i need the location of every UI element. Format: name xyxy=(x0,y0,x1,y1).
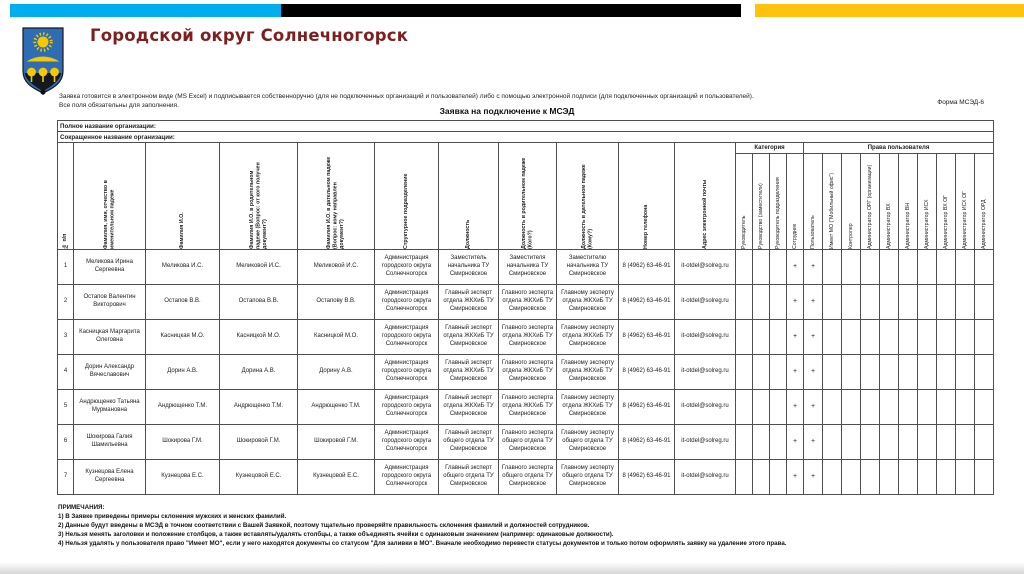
cell-phone: 8 (4962) 63-46-91 xyxy=(619,285,675,320)
note-item-2: 2) Данные будут введены в МСЭД в точном соответствии с Вашей Заявкой, поэтому тщательно проверяйте правильность склонения фамилий и должностей сотрудников. xyxy=(58,521,590,529)
flag-cell-empty xyxy=(753,320,770,355)
flag-cell-empty xyxy=(842,320,861,355)
flag-cell-empty xyxy=(823,320,842,355)
flag-cell-empty xyxy=(937,425,956,460)
flag-cell-empty xyxy=(753,285,770,320)
cell-phone: 8 (4962) 63-46-91 xyxy=(619,250,675,285)
notes-block xyxy=(58,504,958,549)
cell-department: Администрация городского округа Солнечногорск xyxy=(375,250,439,285)
cell-dative: Кузнецовой Е.С. xyxy=(298,460,375,495)
cell-post-dative: Главному эксперту отдела ЖКХиБ ТУ Смирновское xyxy=(557,390,619,425)
cell-post-genitive: Главного эксперта отдела ЖКХиБ ТУ Смирновское xyxy=(499,355,557,390)
cell-genitive: Касницкой М.О. xyxy=(220,320,298,355)
header-row-groups xyxy=(58,143,994,154)
flag-cell-empty xyxy=(975,355,994,390)
flag-cell-empty xyxy=(861,425,880,460)
flag-cell-empty xyxy=(861,285,880,320)
cell-num: 5 xyxy=(58,390,74,425)
cell-phone: 8 (4962) 63-46-91 xyxy=(619,460,675,495)
cell-fio: Андрющенко Татьяна Мурмановна xyxy=(74,390,146,425)
flag-cell-empty xyxy=(736,320,753,355)
flag-cell-empty xyxy=(842,355,861,390)
flag-cell-plus: + xyxy=(787,320,804,355)
flag-cell-plus: + xyxy=(804,285,823,320)
cell-genitive: Шокировой Г.М. xyxy=(220,425,298,460)
flag-cell-plus: + xyxy=(787,250,804,285)
cell-fio: Шокирова Галия Шамильевна xyxy=(74,425,146,460)
cell-post-genitive: Главного эксперта отдела ЖКХиБ ТУ Смирновское xyxy=(499,390,557,425)
flag-cell-empty xyxy=(823,355,842,390)
flag-cell-empty xyxy=(937,285,956,320)
cell-email: it-otdel@solreg.ru xyxy=(675,355,736,390)
flag-cell-empty xyxy=(956,285,975,320)
cell-email: it-otdel@solreg.ru xyxy=(675,285,736,320)
intro-line-2: Все поля обязательны для заполнения. xyxy=(59,102,179,110)
cell-phone: 8 (4962) 63-46-91 xyxy=(619,425,675,460)
flag-cell-empty xyxy=(842,425,861,460)
flag-cell-empty xyxy=(823,425,842,460)
flag-cell-plus: + xyxy=(804,320,823,355)
flag-cell-empty xyxy=(753,460,770,495)
group-header-category: Категория xyxy=(736,143,804,154)
flag-cell-empty xyxy=(861,320,880,355)
flag-cell-empty xyxy=(770,425,787,460)
subcolumn-header-4: Сотрудник xyxy=(787,154,804,250)
flag-cell-empty xyxy=(880,390,899,425)
cell-department: Администрация городского округа Солнечногорск xyxy=(375,390,439,425)
cell-fio: Кузнецова Елена Сергеевна xyxy=(74,460,146,495)
flag-cell-empty xyxy=(842,250,861,285)
cell-num: 2 xyxy=(58,285,74,320)
note-item-1: 1) В Заявке приведены примеры склонения мужских и женских фамилий. xyxy=(58,512,287,520)
cell-fio: Остапов Валентин Викторович xyxy=(74,285,146,320)
flag-cell-empty xyxy=(770,460,787,495)
table-row xyxy=(58,390,994,425)
flag-cell-empty xyxy=(975,390,994,425)
flag-cell-plus: + xyxy=(804,460,823,495)
cell-genitive: Андрющенко Т.М. xyxy=(220,390,298,425)
cell-email: it-otdel@solreg.ru xyxy=(675,425,736,460)
cell-post-dative: Заместителю начальника ТУ Смирновское xyxy=(557,250,619,285)
flag-cell-plus: + xyxy=(787,390,804,425)
subcolumn-header-3: Руководитель подразделения xyxy=(770,154,787,250)
column-header-7: Должность xyxy=(439,143,499,250)
flag-cell-empty xyxy=(842,390,861,425)
intro-line-1: Заявка готовится в электронном виде (MS Excel) и подписывается собственноручно (для не подключенных организаций и пользователей) либо с помощью электронной подписи (для подключенных организаций и пользователей). xyxy=(59,93,754,100)
cell-phone: 8 (4962) 63-46-91 xyxy=(619,320,675,355)
column-header-11: Адрес электронной почты xyxy=(675,143,736,250)
flag-cell-empty xyxy=(975,460,994,495)
cell-dative: Остапову В.В. xyxy=(298,285,375,320)
table-row xyxy=(58,320,994,355)
table-row xyxy=(58,355,994,390)
cell-post-genitive: Заместителя начальника ТУ Смирновское xyxy=(499,250,557,285)
flag-cell-empty xyxy=(880,320,899,355)
cell-department: Администрация городского округа Солнечногорск xyxy=(375,285,439,320)
flag-cell-empty xyxy=(937,355,956,390)
notes-title: ПРИМЕЧАНИЯ: xyxy=(58,504,105,511)
table-row xyxy=(58,460,994,495)
flag-cell-empty xyxy=(956,320,975,355)
cell-department: Администрация городского округа Солнечногорск xyxy=(375,460,439,495)
flag-cell-empty xyxy=(899,285,918,320)
flag-cell-empty xyxy=(918,320,937,355)
flag-cell-empty xyxy=(918,355,937,390)
cell-dative: Дорину А.В. xyxy=(298,355,375,390)
flag-cell-empty xyxy=(918,285,937,320)
flag-cell-empty xyxy=(899,250,918,285)
table-row xyxy=(58,285,994,320)
cell-post-genitive: Главного эксперта отдела ЖКХиБ ТУ Смирновское xyxy=(499,320,557,355)
cell-dative: Андрющенко Т.М. xyxy=(298,390,375,425)
cell-short-name: Меликова И.С. xyxy=(146,250,220,285)
cell-short-name: Касницкая М.О. xyxy=(146,320,220,355)
subcolumn-header-14: Администратор ОРД xyxy=(975,154,994,250)
column-header-3: Фамилия И.О. xyxy=(146,143,220,250)
cell-short-name: Дорин А.В. xyxy=(146,355,220,390)
flag-cell-empty xyxy=(880,285,899,320)
flag-cell-empty xyxy=(736,285,753,320)
flag-cell-empty xyxy=(899,425,918,460)
group-header-rights: Права пользователя xyxy=(804,143,994,154)
column-header-5: Фамилия И.О. в дательном падеже (Вопрос: кому направлен документ?) xyxy=(298,143,375,250)
cell-fio: Дорин Александр Вячеславович xyxy=(74,355,146,390)
flag-cell-empty xyxy=(937,250,956,285)
cell-email: it-otdel@solreg.ru xyxy=(675,390,736,425)
column-header-1: № п/п xyxy=(58,143,74,250)
flag-cell-empty xyxy=(861,355,880,390)
cell-email: it-otdel@solreg.ru xyxy=(675,320,736,355)
subcolumn-header-9: Администратор ВХ xyxy=(880,154,899,250)
flag-cell-empty xyxy=(880,250,899,285)
flag-cell-empty xyxy=(753,250,770,285)
cell-post: Главный эксперт отдела ЖКХиБ ТУ Смирновское xyxy=(439,355,499,390)
cell-post-dative: Главному эксперту отдела ЖКХиБ ТУ Смирновское xyxy=(557,320,619,355)
flag-cell-plus: + xyxy=(787,355,804,390)
flag-cell-empty xyxy=(956,355,975,390)
flag-cell-empty xyxy=(823,285,842,320)
subcolumn-header-1: Руководитель xyxy=(736,154,753,250)
flag-cell-empty xyxy=(753,390,770,425)
flag-cell-empty xyxy=(753,425,770,460)
accent-bar-cyan xyxy=(10,4,281,17)
cell-short-name: Шокирова Г.М. xyxy=(146,425,220,460)
flag-cell-empty xyxy=(823,460,842,495)
column-header-4: Фамилия И.О. в родительном падеже (Вопрос: от кого получен документ?) xyxy=(220,143,298,250)
cell-post-dative: Главному эксперту общего отдела ТУ Смирновское xyxy=(557,460,619,495)
flag-cell-plus: + xyxy=(804,425,823,460)
cell-num: 3 xyxy=(58,320,74,355)
cell-post: Главный эксперт отдела ЖКХиБ ТУ Смирновское xyxy=(439,285,499,320)
flag-cell-plus: + xyxy=(804,355,823,390)
cell-num: 7 xyxy=(58,460,74,495)
flag-cell-empty xyxy=(880,460,899,495)
subcolumn-header-12: Администратор ВХ ОГ xyxy=(937,154,956,250)
flag-cell-empty xyxy=(918,460,937,495)
subcolumn-header-6: Имеет МО ("Мобильный офис") xyxy=(823,154,842,250)
cell-department: Администрация городского округа Солнечногорск xyxy=(375,355,439,390)
flag-cell-empty xyxy=(937,460,956,495)
cell-post-dative: Главному эксперту общего отдела ТУ Смирновское xyxy=(557,425,619,460)
cell-genitive: Меликовой И.С. xyxy=(220,250,298,285)
subcolumn-header-11: Администратор ИСХ xyxy=(918,154,937,250)
flag-cell-plus: + xyxy=(804,390,823,425)
cell-short-name: Остапов В.В. xyxy=(146,285,220,320)
flag-cell-empty xyxy=(823,250,842,285)
cell-email: it-otdel@solreg.ru xyxy=(675,250,736,285)
table-body xyxy=(58,250,994,495)
flag-cell-plus: + xyxy=(787,425,804,460)
org-full-name-row xyxy=(58,121,994,132)
page-title: Городской округ Солнечногорск xyxy=(90,26,409,45)
subcolumn-header-2: Руководство (заместители) xyxy=(753,154,770,250)
flag-cell-empty xyxy=(918,425,937,460)
flag-cell-empty xyxy=(770,285,787,320)
flag-cell-empty xyxy=(899,355,918,390)
cell-post-genitive: Главного эксперта общего отдела ТУ Смирновское xyxy=(499,460,557,495)
table-row xyxy=(58,250,994,285)
cell-department: Администрация городского округа Солнечногорск xyxy=(375,425,439,460)
cell-post-dative: Главному эксперту отдела ЖКХиБ ТУ Смирновское xyxy=(557,285,619,320)
flag-cell-empty xyxy=(736,355,753,390)
flag-cell-empty xyxy=(956,460,975,495)
subcolumn-header-7: Контролер xyxy=(842,154,861,250)
flag-cell-empty xyxy=(842,460,861,495)
cell-post: Главный эксперт отдела ЖКХиБ ТУ Смирновское xyxy=(439,320,499,355)
cell-short-name: Андрющенко Т.М. xyxy=(146,390,220,425)
cell-post-dative: Главному эксперту отдела ЖКХиБ ТУ Смирновское xyxy=(557,355,619,390)
flag-cell-empty xyxy=(736,250,753,285)
cell-email: it-otdel@solreg.ru xyxy=(675,460,736,495)
flag-cell-empty xyxy=(975,320,994,355)
flag-cell-empty xyxy=(861,460,880,495)
application-table xyxy=(57,120,994,495)
flag-cell-empty xyxy=(770,250,787,285)
flag-cell-empty xyxy=(753,355,770,390)
column-header-6: Структурное подразделение xyxy=(375,143,439,250)
flag-cell-empty xyxy=(956,390,975,425)
cell-post-genitive: Главного эксперта общего отдела ТУ Смирновское xyxy=(499,425,557,460)
accent-bar-gold xyxy=(755,4,1024,17)
flag-cell-empty xyxy=(736,390,753,425)
cell-post: Главный эксперт общего отдела ТУ Смирновское xyxy=(439,460,499,495)
org-full-name-label: Полное название организации: xyxy=(58,121,994,132)
table-row xyxy=(58,425,994,460)
flag-cell-empty xyxy=(770,320,787,355)
flag-cell-plus: + xyxy=(804,250,823,285)
flag-cell-empty xyxy=(861,250,880,285)
cell-dative: Шокировой Г.М. xyxy=(298,425,375,460)
cell-fio: Касницкая Маргарита Олеговна xyxy=(74,320,146,355)
subcolumn-header-13: Администратор ИСХ ОГ xyxy=(956,154,975,250)
cell-phone: 8 (4962) 63-46-91 xyxy=(619,355,675,390)
cell-post: Заместитель начальника ТУ Смирновское xyxy=(439,250,499,285)
flag-cell-empty xyxy=(823,390,842,425)
flag-cell-empty xyxy=(975,425,994,460)
flag-cell-empty xyxy=(918,390,937,425)
cell-post-genitive: Главного эксперта отдела ЖКХиБ ТУ Смирновское xyxy=(499,285,557,320)
flag-cell-empty xyxy=(956,425,975,460)
org-short-name-label: Сокращенное название организации: xyxy=(58,132,994,143)
cell-dative: Касницкой М.О. xyxy=(298,320,375,355)
cell-num: 4 xyxy=(58,355,74,390)
cell-department: Администрация городского округа Солнечногорск xyxy=(375,320,439,355)
flag-cell-empty xyxy=(770,390,787,425)
subcolumn-header-8: Администратор ОРГ (организации) xyxy=(861,154,880,250)
note-item-3: 3) Нельзя менять заголовки и положение столбцов, а также вставлять/удалять столбцы, а также объединять ячейки с одинаковым значением (например: одинаковые должности). xyxy=(58,530,614,538)
flag-cell-empty xyxy=(861,390,880,425)
flag-cell-empty xyxy=(899,320,918,355)
flag-cell-empty xyxy=(899,390,918,425)
flag-cell-empty xyxy=(937,390,956,425)
flag-cell-empty xyxy=(975,285,994,320)
cell-num: 6 xyxy=(58,425,74,460)
org-short-name-row xyxy=(58,132,994,143)
flag-cell-empty xyxy=(770,355,787,390)
flag-cell-empty xyxy=(937,320,956,355)
column-header-9: Должность в дательном падеже (Кому?) xyxy=(557,143,619,250)
column-header-8: Должность в родительном падеже (Кого?) xyxy=(499,143,557,250)
cell-genitive: Остапова В.В. xyxy=(220,285,298,320)
cell-post: Главный эксперт отдела ЖКХиБ ТУ Смирновское xyxy=(439,390,499,425)
document-title: Заявка на подключение к МСЭД xyxy=(439,106,575,116)
form-code: Форма МСЭД-6 xyxy=(937,99,984,106)
cell-num: 1 xyxy=(58,250,74,285)
flag-cell-empty xyxy=(736,425,753,460)
flag-cell-empty xyxy=(736,460,753,495)
note-item-4: 4) Нельзя удалять у пользователя право "Имеет МО", если у него находятся документы со статусом "Для заливки в МО". Вначале необходимо перевести статусы документов и только потом оформлять заявку на удаление этого права. xyxy=(58,539,787,547)
flag-cell-plus: + xyxy=(787,460,804,495)
flag-cell-empty xyxy=(842,285,861,320)
cell-dative: Меликовой И.С. xyxy=(298,250,375,285)
cell-genitive: Кузнецовой Е.С. xyxy=(220,460,298,495)
cell-phone: 8 (4962) 63-46-91 xyxy=(619,390,675,425)
subcolumn-header-10: Администратор ВН xyxy=(899,154,918,250)
accent-bar-black xyxy=(281,4,741,17)
column-header-2: Фамилия, имя, отчество в именительном падеже xyxy=(74,143,146,250)
flag-cell-plus: + xyxy=(787,285,804,320)
flag-cell-empty xyxy=(880,425,899,460)
slide-bottom-shadow xyxy=(0,562,1024,574)
cell-short-name: Кузнецова Е.С. xyxy=(146,460,220,495)
subcolumn-header-5: Пользователь xyxy=(804,154,823,250)
flag-cell-empty xyxy=(880,355,899,390)
cell-genitive: Дорина А.В. xyxy=(220,355,298,390)
flag-cell-empty xyxy=(956,250,975,285)
cell-post: Главный эксперт общего отдела ТУ Смирновское xyxy=(439,425,499,460)
cell-fio: Меликова Ирина Сергеевна xyxy=(74,250,146,285)
column-header-10: Номер телефона xyxy=(619,143,675,250)
flag-cell-empty xyxy=(975,250,994,285)
flag-cell-empty xyxy=(899,460,918,495)
coat-of-arms-icon xyxy=(22,27,64,95)
flag-cell-empty xyxy=(918,250,937,285)
